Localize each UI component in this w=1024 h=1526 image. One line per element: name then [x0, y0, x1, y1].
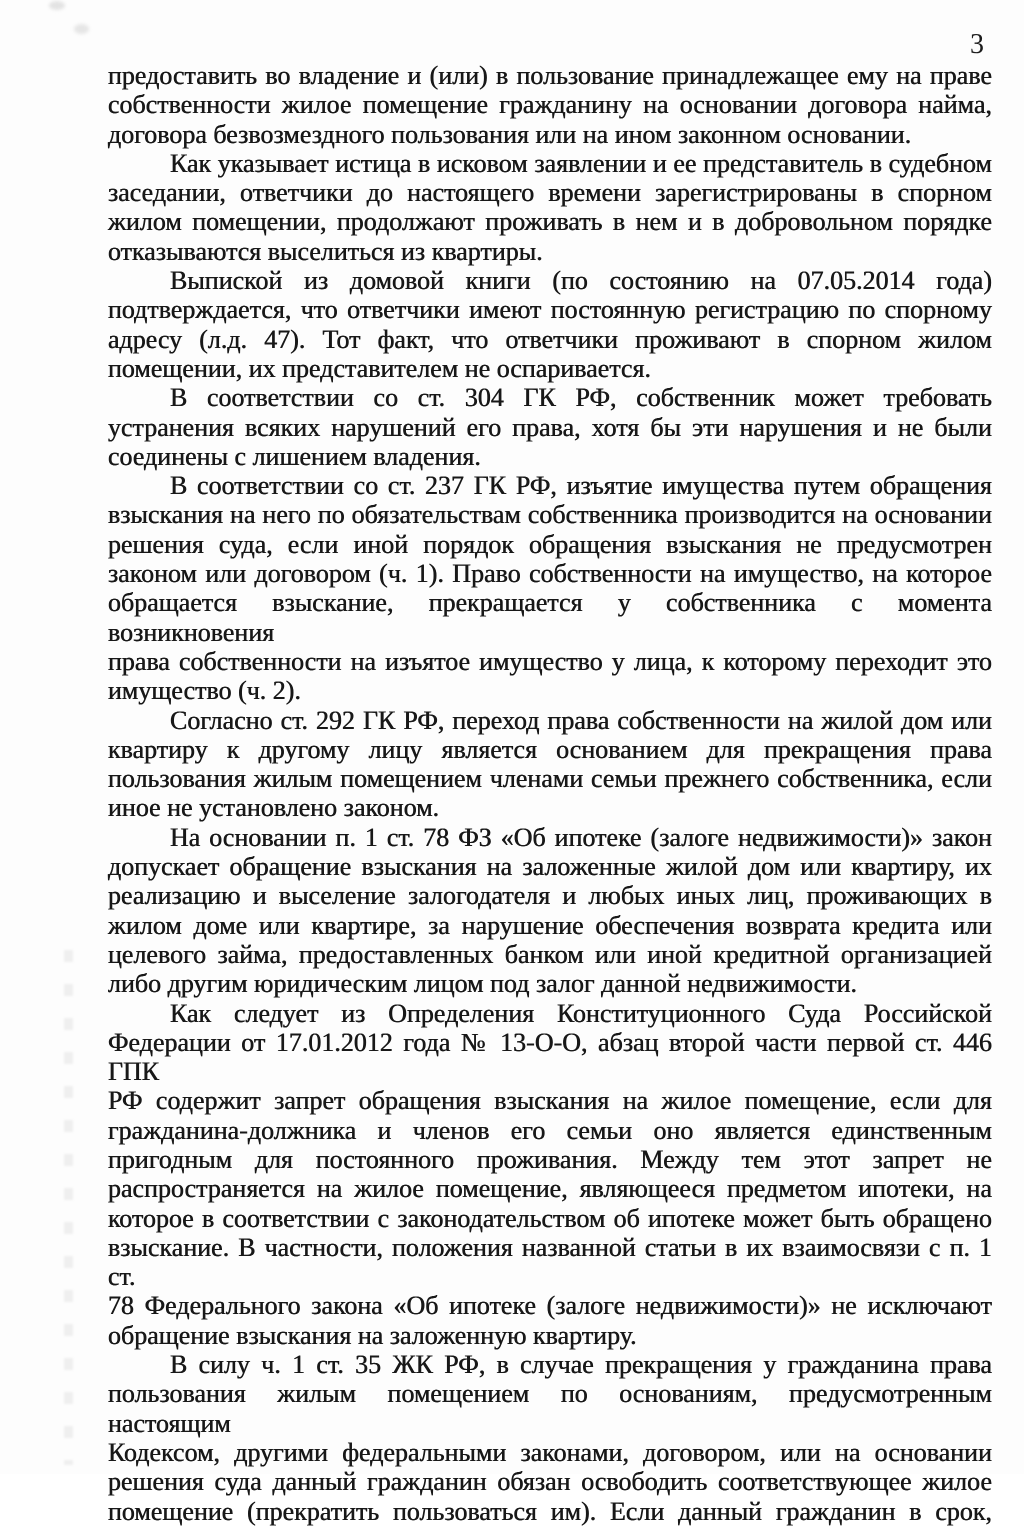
text-line: решения суда, если иной порядок обращения взыскания не предусмотрен [108, 529, 992, 559]
text-line: иное не установлено законом. [108, 793, 440, 823]
text-line: пользования жилым помещением членами семьи прежнего собственника, если [108, 764, 992, 794]
text-line: заседании, ответчики до настоящего времени зарегистрированы в спорном [108, 178, 992, 208]
text-line: взыскание. В частности, положения названной статьи в их взаимосвязи с п. 1 ст. [108, 1232, 992, 1292]
text-line: предоставить во владение и (или) в пользование принадлежащее ему на праве [108, 61, 992, 90]
text-line: пользования жилым помещением по основаниям, предусмотренным настоящим [108, 1379, 992, 1438]
paragraph [108, 266, 992, 383]
text-line: Федерации от 17.01.2012 года № 13-О-О, абзац второй части первой ст. 446 ГПК [108, 1027, 992, 1087]
text-line: В силу ч. 1 ст. 35 ЖК РФ, в случае прекращения у гражданина права [170, 1350, 992, 1380]
text-line: решения суда данный гражданин обязан освободить соответствующее жилое [108, 1467, 992, 1497]
text-line: помещении, их представителем не оспаривается. [108, 353, 651, 383]
text-line: обращение взыскания на заложенную квартиру. [108, 1320, 637, 1350]
text-line: жилом доме или квартире, за нарушение обеспечения возврата кредита или [108, 910, 992, 940]
text-line: Согласно ст. 292 ГК РФ, переход права собственности на жилой дом или [170, 705, 992, 735]
text-line: допускает обращение взыскания на заложенные жилой дом или квартиру, их [108, 852, 992, 882]
text-line: соединены с лишением владения. [108, 441, 481, 471]
text-line: реализацию и выселение залогодателя и любых иных лиц, проживающих в [108, 881, 992, 911]
text-line: договора безвозмездного пользования или на ином законном основании. [108, 119, 912, 149]
paragraph [108, 471, 992, 705]
paragraph [108, 999, 992, 1351]
text-line: целевого займа, предоставленных банком или иной кредитной организацией [108, 939, 992, 969]
text-line: обращается взыскание, прекращается у собственника с момента возникновения [108, 588, 992, 647]
text-line: жилом помещении, продолжают проживать в нем и в добровольном порядке [108, 207, 992, 237]
text-line: В соответствии со ст. 237 ГК РФ, изъятие имущества путем обращения [170, 471, 992, 501]
scan-bleed-through [64, 950, 73, 1465]
text-line: пригодным для постоянного проживания. Между тем этот запрет не [108, 1144, 992, 1174]
scan-artifact [49, 1, 65, 10]
text-line: подтверждается, что ответчики имеют постоянную регистрацию по спорному [108, 295, 992, 325]
paragraph [108, 61, 992, 149]
paragraph [108, 1350, 992, 1526]
page-number: 3 [970, 29, 984, 60]
text-line: устранения всяких нарушений его права, хотя бы эти нарушения и не были [108, 412, 992, 442]
document-body [108, 61, 992, 1526]
text-line: квартиру к другому лицу является основанием для прекращения права [108, 734, 992, 764]
text-line: Выпиской из домовой книги (по состоянию на 07.05.2014 года) [170, 266, 992, 296]
text-line: Как следует из Определения Конституционного Суда Российской [170, 998, 992, 1028]
paragraph [108, 823, 992, 999]
paragraph [108, 383, 992, 471]
text-line: отказываются выселиться из квартиры. [108, 236, 543, 266]
text-line: На основании п. 1 ст. 78 ФЗ «Об ипотеке (залоге недвижимости)» закон [170, 822, 992, 852]
text-line: помещение (прекратить пользоваться им). Если данный гражданин в срок, [108, 1496, 992, 1526]
text-line: законом или договором (ч. 1). Право собственности на имущество, на которое [108, 559, 992, 589]
text-line: Как указывает истица в исковом заявлении и ее представитель в судебном [170, 148, 992, 178]
paragraph [108, 706, 992, 823]
text-line: В соответствии со ст. 304 ГК РФ, собственник может требовать [170, 383, 992, 413]
text-line: Кодексом, другими федеральными законами, договором, или на основании [108, 1437, 992, 1467]
text-line: собственности жилое помещение гражданину на основании договора найма, [108, 90, 992, 120]
text-line: гражданина-должника и членов его семьи оно является единственным [108, 1115, 992, 1145]
text-line: либо другим юридическим лицом под залог данной недвижимости. [108, 969, 857, 999]
text-line: взыскания на него по обязательствам собственника производится на основании [108, 500, 992, 530]
text-line: РФ содержит запрет обращения взыскания на жилое помещение, если для [108, 1086, 992, 1116]
text-line: имущество (ч. 2). [108, 676, 301, 706]
text-line: 78 Федерального закона «Об ипотеке (залоге недвижимости)» не исключают [108, 1291, 992, 1321]
text-line: которое в соответствии с законодательством об ипотеке может быть обращено [108, 1203, 992, 1233]
text-line: права собственности на изъятое имущество у лица, к которому переходит это [108, 646, 992, 676]
scan-artifact [74, 24, 89, 34]
text-line: адресу (л.д. 47). Тот факт, что ответчики проживают в спорном жилом [108, 324, 992, 354]
paragraph [108, 149, 992, 266]
text-line: распространяется на жилое помещение, являющееся предметом ипотеки, на [108, 1174, 992, 1204]
